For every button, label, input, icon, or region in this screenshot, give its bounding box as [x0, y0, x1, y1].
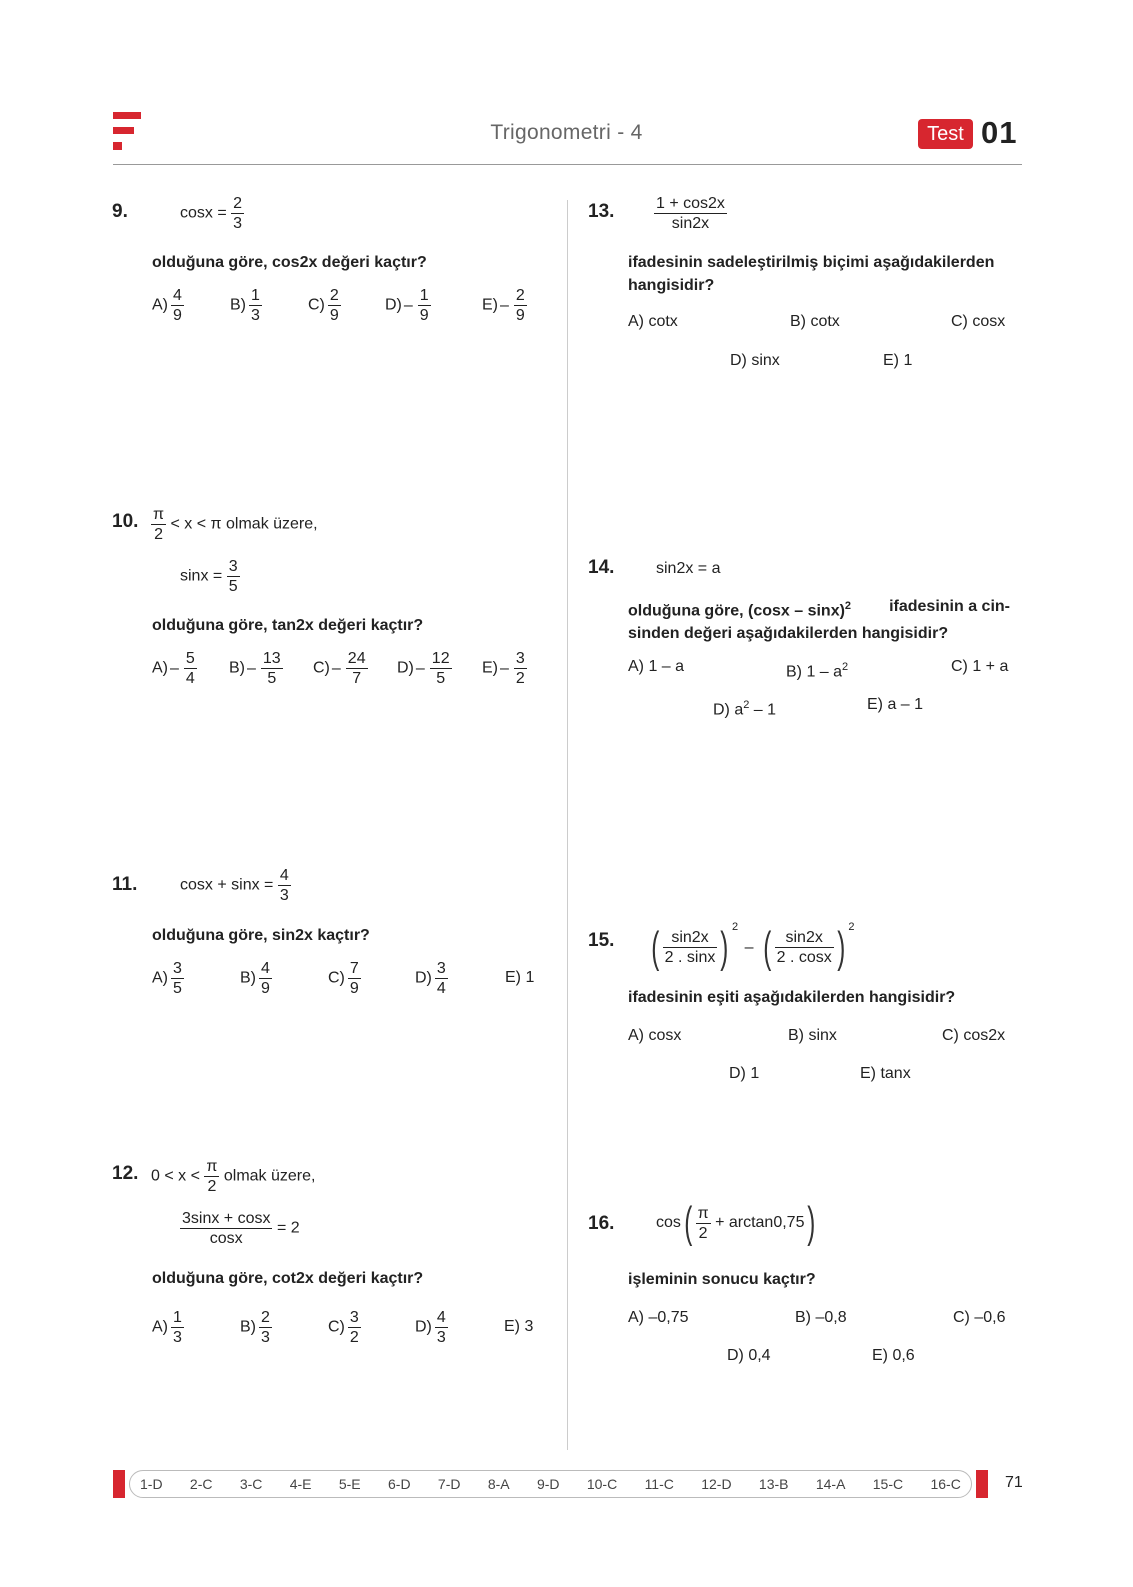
q14-given: sin2x = a	[656, 560, 721, 577]
question-number: 16.	[588, 1213, 615, 1234]
q13-option-e: E) 1	[883, 352, 913, 369]
answer-key-item: 1-D	[140, 1476, 163, 1492]
q16-option-e: E) 0,6	[872, 1347, 915, 1364]
answer-key-item: 2-C	[189, 1476, 213, 1492]
question-number: 13.	[588, 201, 615, 222]
q11-option-d: D) $\frac{3}{4}$	[415, 960, 446, 997]
answer-key-item: 14-A	[815, 1476, 846, 1492]
answer-key-item: 5-E	[338, 1476, 361, 1492]
q11-option-c: C) $\frac{7}{9}$	[328, 960, 359, 997]
footer-left-marker	[113, 1470, 125, 1498]
answer-key-item: 11-C	[644, 1476, 674, 1492]
q13-option-c: C) cosx	[951, 313, 1006, 330]
answer-key-item: 16-C	[930, 1476, 961, 1492]
q10-option-e: E) – $\frac{3}{2}$	[482, 650, 525, 687]
q14-option-d: D) $a^2 - 1$	[713, 699, 777, 719]
test-number: 01	[981, 115, 1018, 150]
q10-option-c: C) – $\frac{24}{7}$	[313, 650, 366, 687]
q16-option-d: D) 0,4	[727, 1347, 771, 1364]
answer-key-item: 3-C	[239, 1476, 263, 1492]
q14-option-a: A) 1 – a	[628, 658, 685, 675]
q15-expression: ( $\frac{\sin 2x}{2 . \sin x}$ ) $^2$ – ( $\frac{\sin 2x}{2 . \cos x}$ ) $^2$	[651, 921, 855, 972]
q12-option-d: D) $\frac{4}{3}$	[415, 1309, 446, 1346]
q16-option-a: A) –0,75	[628, 1309, 689, 1326]
q16-option-b: B) –0,8	[795, 1309, 847, 1326]
q12-condition: 0 < x < $\frac{\pi}{2}$ olmak üzere,	[151, 1158, 316, 1195]
q11-option-b: B) $\frac{4}{9}$	[240, 960, 270, 997]
q13-expression: $\frac{1 + \cos 2x}{\sin 2x}$	[656, 195, 725, 232]
question-number: 10.	[112, 511, 139, 532]
answer-key-item: 7-D	[437, 1476, 461, 1492]
q12-option-e: E) 3	[504, 1318, 534, 1335]
q9-option-a: A) $\frac{4}{9}$	[152, 287, 182, 324]
question-number: 15.	[588, 930, 615, 951]
q13-option-a: A) cotx	[628, 313, 678, 330]
answer-key-item: 9-D	[536, 1476, 560, 1492]
page-title: Trigonometri - 4	[490, 121, 643, 144]
q11-stem: olduğuna göre, sin2x kaçtır?	[152, 927, 370, 944]
q16-expression: cos( $\frac{\pi}{2}$ + arctan0,75)	[656, 1198, 816, 1247]
answer-key-item: 13-B	[758, 1476, 789, 1492]
header-divider	[113, 164, 1022, 165]
q10-condition: $\frac{\pi}{2}$ < x < π olmak üzere,	[153, 506, 318, 543]
q14-stem: olduğuna göre, (cosx – sinx)$^2$ ifadesinin a cin- sinden değeri aşağıdakilerden hangisidir?	[628, 598, 1010, 643]
q16-stem: işleminin sonucu kaçtır?	[628, 1271, 816, 1288]
q10-option-d: D) – $\frac{12}{5}$	[397, 650, 450, 687]
q9-option-d: D) – $\frac{1}{9}$	[385, 287, 429, 324]
q10-given: sinx = $\frac{3}{5}$	[180, 558, 238, 595]
column-divider	[567, 200, 568, 1450]
q11-option-e: E) 1	[505, 969, 535, 986]
q13-stem: ifadesinin sadeleştirilmiş biçimi aşağıdakilerden hangisidir?	[628, 254, 995, 294]
q14-option-c: C) 1 + a	[951, 658, 1009, 675]
q10-option-b: B) – $\frac{13}{5}$	[229, 650, 281, 687]
q12-option-c: C) $\frac{3}{2}$	[328, 1309, 359, 1346]
answer-key-item: 6-D	[388, 1476, 411, 1492]
q9-option-b: B) $\frac{1}{3}$	[230, 287, 260, 324]
q15-option-a: A) cosx	[628, 1027, 682, 1044]
q15-option-b: B) sinx	[788, 1027, 837, 1044]
q15-option-e: E) tanx	[860, 1065, 911, 1082]
q14-option-b: B) $1 - a^2$	[786, 661, 849, 681]
q12-option-a: A) $\frac{1}{3}$	[152, 1309, 182, 1346]
question-number: 14.	[588, 557, 615, 578]
q13-option-b: B) cotx	[790, 313, 840, 330]
q13-option-d: D) sinx	[730, 352, 780, 369]
q14-option-e: E) a – 1	[867, 696, 924, 713]
answer-key-item: 4-E	[289, 1476, 312, 1492]
q12-stem: olduğuna göre, cot2x değeri kaçtır?	[152, 1270, 424, 1287]
answer-key-item: 10-C	[586, 1476, 618, 1492]
answer-key	[129, 1470, 972, 1498]
question-number: 11.	[112, 874, 138, 895]
answer-key-item: 12-D	[701, 1476, 732, 1492]
test-badge: Test	[918, 119, 973, 149]
answer-key-item: 8-A	[487, 1476, 510, 1492]
q11-given: cosx + sinx = $\frac{4}{3}$	[180, 867, 289, 904]
q10-option-a: A) – $\frac{5}{4}$	[152, 650, 195, 687]
q15-option-c: C) cos2x	[942, 1027, 1006, 1044]
question-number: 9.	[112, 201, 128, 222]
q10-stem: olduğuna göre, tan2x değeri kaçtır?	[152, 617, 424, 634]
q12-option-b: B) $\frac{2}{3}$	[240, 1309, 270, 1346]
q9-stem: olduğuna göre, cos2x değeri kaçtır?	[152, 254, 427, 271]
q15-stem: ifadesinin eşiti aşağıdakilerden hangisidir?	[628, 989, 956, 1006]
q15-option-d: D) 1	[729, 1065, 760, 1082]
answer-key-item: 15-C	[872, 1476, 904, 1492]
q12-given: $\frac{3\sin x + \cos x}{\cos x}$ = 2	[182, 1210, 300, 1247]
q9-given: cosx = $\frac{2}{3}$	[180, 195, 243, 232]
q16-option-c: C) –0,6	[953, 1309, 1006, 1326]
question-number: 12.	[112, 1163, 139, 1184]
q9-option-c: C) $\frac{2}{9}$	[308, 287, 339, 324]
q9-option-e: E) – $\frac{2}{9}$	[482, 287, 525, 324]
footer-right-marker	[976, 1470, 988, 1498]
q11-option-a: A) $\frac{3}{5}$	[152, 960, 182, 997]
page-number: 71	[1005, 1474, 1023, 1491]
